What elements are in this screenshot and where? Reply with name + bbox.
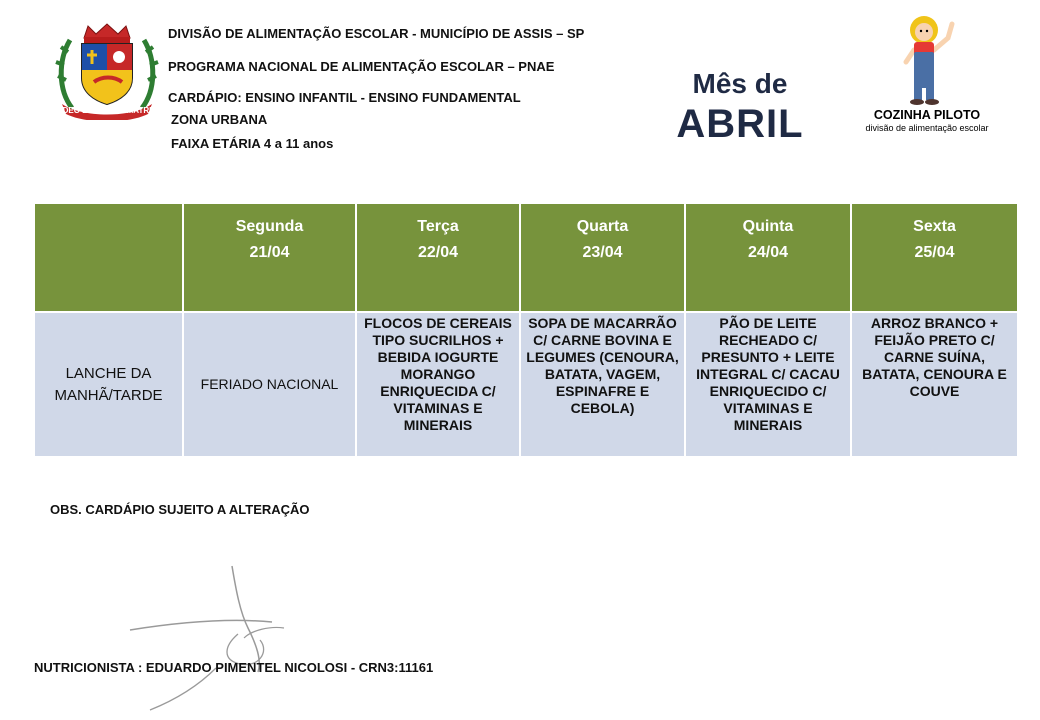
day-name: Terça (417, 218, 459, 235)
header-zone: ZONA URBANA (171, 112, 268, 127)
day-name: Quinta (742, 218, 794, 235)
day-header-friday (851, 203, 1018, 312)
menu-cell-monday: FERIADO NACIONAL (183, 312, 356, 457)
day-name: Sexta (913, 218, 956, 235)
header-age-range: FAIXA ETÁRIA 4 a 11 anos (171, 136, 334, 151)
day-name: Segunda (235, 218, 304, 235)
day-header-wednesday (520, 203, 685, 312)
day-date: 25/04 (914, 244, 955, 261)
menu-table (33, 202, 1019, 458)
month-title (640, 68, 840, 147)
menu-cell-thursday: PÃO DE LEITE RECHEADO C/ PRESUNTO + LEITE INTEGRAL C/ CACAU ENRIQUECIDO C/ VITAMINAS E MINERAIS (685, 312, 851, 457)
menu-cell-friday: ARROZ BRANCO + FEIJÃO PRETO C/ CARNE SUÍNA, BATATA, CENOURA E COUVE (851, 312, 1018, 457)
day-header-tuesday (356, 203, 520, 312)
month-name: ABRIL (676, 102, 804, 146)
header-menu-type: CARDÁPIO: ENSINO INFANTIL - ENSINO FUNDAMENTAL (168, 90, 521, 105)
corner-header-cell (34, 203, 183, 312)
day-header-thursday (685, 203, 851, 312)
table-header-row (34, 203, 1018, 312)
month-prefix: Mês de (692, 68, 788, 99)
day-date: 23/04 (582, 244, 623, 261)
chef-mascot-icon (862, 10, 992, 110)
day-date: 24/04 (747, 244, 789, 261)
menu-cell-tuesday: FLOCOS DE CEREAIS TIPO SUCRILHOS + BEBIDA IOGURTE MORANGO ENRIQUECIDA C/ VITAMINAS E MINERAIS (356, 312, 520, 457)
day-date: 22/04 (417, 244, 459, 261)
nutritionist-signature-line: NUTRICIONISTA : EDUARDO PIMENTEL NICOLOSI - CRN3:11161 (34, 660, 434, 675)
header-program: PROGRAMA NACIONAL DE ALIMENTAÇÃO ESCOLAR – PNAE (168, 59, 555, 74)
logo-title: COZINHA PILOTO (873, 108, 981, 122)
day-date: 21/04 (249, 244, 290, 261)
day-header-monday (183, 203, 356, 312)
cozinha-piloto-logo (862, 10, 992, 138)
crest-motto: DEO ET TERRÆ MATRI (62, 106, 152, 115)
municipal-crest-icon (52, 20, 162, 120)
header-division: DIVISÃO DE ALIMENTAÇÃO ESCOLAR - MUNICÍPIO DE ASSIS – SP (168, 26, 585, 41)
menu-disclaimer: OBS. CARDÁPIO SUJEITO A ALTERAÇÃO (50, 502, 310, 517)
handwritten-signature (120, 560, 340, 715)
menu-cell-wednesday: SOPA DE MACARRÃO C/ CARNE BOVINA E LEGUMES (CENOURA, BATATA, VAGEM, ESPINAFRE E CEBOLA) (520, 312, 685, 457)
day-name: Quarta (576, 218, 629, 235)
logo-subtitle: divisão de alimentação escolar (865, 123, 989, 133)
table-row (34, 312, 1018, 457)
meal-label-cell: LANCHE DA MANHÃ/TARDE (34, 312, 183, 457)
